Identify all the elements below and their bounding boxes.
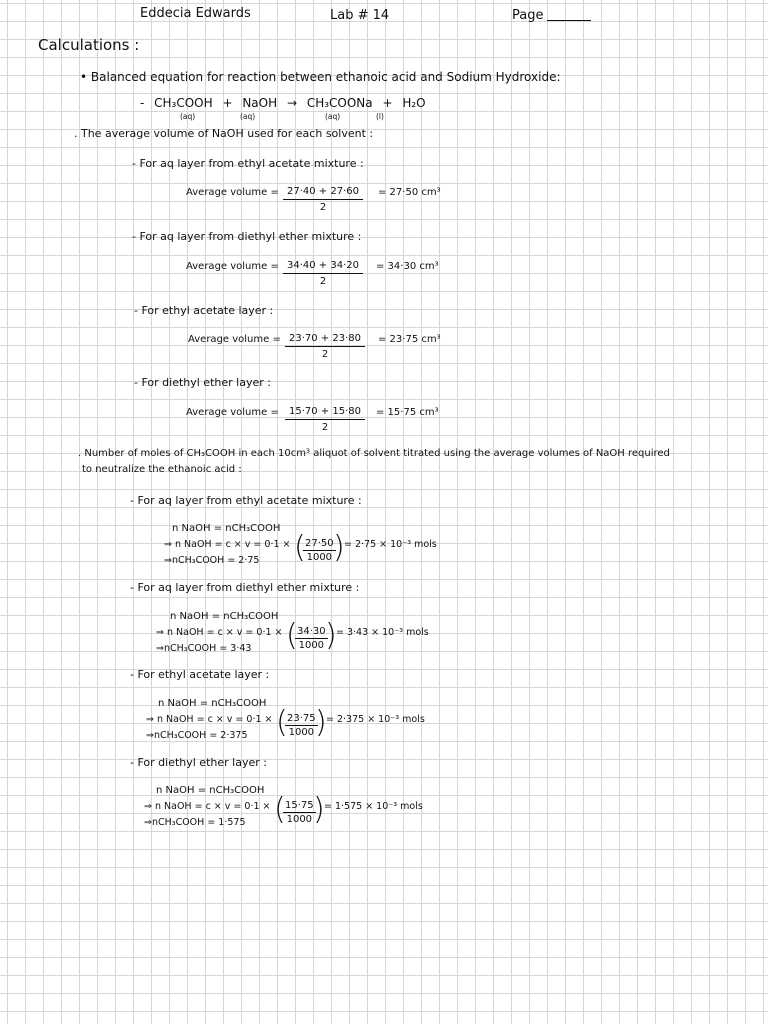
page-label-text: Page [512, 8, 544, 23]
moles-item-heading: - For aq layer from diethyl ether mixture : [130, 581, 360, 594]
moles-fraction [283, 800, 316, 825]
moles-result: = 2·75 × 10⁻³ mols [344, 539, 437, 550]
state-l: (l) [376, 112, 384, 121]
avg-item-heading: - For aq layer from ethyl acetate mixture : [132, 157, 364, 170]
paren-right: ) [313, 792, 325, 827]
moles-result: = 1·575 × 10⁻³ mols [324, 801, 423, 812]
moles-fraction [303, 538, 336, 563]
avg-numerator: 27·40 + 27·60 [283, 186, 363, 200]
moles-line1: n NaOH = nCH₃COOH [156, 785, 265, 796]
moles-line2: ⇒ n NaOH = c × v = 0·1 × [146, 714, 273, 725]
avg-fraction [285, 406, 365, 433]
moles-denominator: 1000 [288, 727, 315, 738]
moles-line3: ⇒nCH₃COOH = 2·75 [164, 555, 260, 566]
avg-label: Average volume = [186, 187, 279, 198]
paren-right: ) [333, 530, 345, 565]
moles-heading-line2: to neutralize the ethanoic acid : [82, 464, 242, 475]
avg-denominator: 2 [319, 202, 327, 213]
moles-denominator: 1000 [286, 814, 313, 825]
avg-result: = 15·75 cm³ [376, 407, 439, 418]
moles-fraction [295, 626, 328, 651]
avg-fraction [285, 333, 365, 360]
avg-numerator: 34·40 + 34·20 [283, 260, 363, 274]
moles-numerator: 15·75 [285, 800, 314, 811]
moles-line3: ⇒nCH₃COOH = 1·575 [144, 817, 246, 828]
paren-left: ( [274, 792, 286, 827]
avg-result: = 27·50 cm³ [378, 187, 441, 198]
moles-line1: n NaOH = nCH₃COOH [158, 698, 267, 709]
balanced-equation-heading: • Balanced equation for reaction between ethanoic acid and Sodium Hydroxide: [80, 70, 561, 84]
avg-label: Average volume = [186, 261, 279, 272]
avg-denominator: 2 [321, 422, 329, 433]
paren-left: ( [294, 530, 306, 565]
paren-right: ) [325, 618, 337, 653]
moles-line1: n NaOH = nCH₃COOH [170, 611, 279, 622]
avg-denominator: 2 [321, 349, 329, 360]
moles-denominator: 1000 [306, 552, 333, 563]
moles-line1: n NaOH = nCH₃COOH [172, 523, 281, 534]
state-aq-2: (aq) [240, 112, 256, 121]
moles-item-heading: - For ethyl acetate layer : [130, 668, 270, 681]
paren-right: ) [315, 705, 327, 740]
moles-fraction [285, 713, 318, 738]
state-aq-3: (aq) [325, 112, 341, 121]
moles-item-heading: - For aq layer from ethyl acetate mixture : [130, 494, 362, 507]
moles-result: = 3·43 × 10⁻³ mols [336, 627, 429, 638]
author-name: Eddecia Edwards [140, 6, 251, 21]
avg-denominator: 2 [319, 276, 327, 287]
state-aq-1: (aq) [180, 112, 196, 121]
avg-numerator: 23·70 + 23·80 [285, 333, 365, 347]
balanced-equation: - CH₃COOH + NaOH → CH₃COONa + H₂O [140, 96, 426, 110]
moles-numerator: 23·75 [287, 713, 316, 724]
moles-denominator: 1000 [298, 640, 325, 651]
avg-result: = 34·30 cm³ [376, 261, 439, 272]
avg-label: Average volume = [186, 407, 279, 418]
moles-numerator: 34·30 [297, 626, 326, 637]
moles-heading-line1: . Number of moles of CH₃COOH in each 10cm³ aliquot of solvent titrated using the average volumes of NaOH required [78, 448, 670, 459]
paren-left: ( [286, 618, 298, 653]
moles-item-heading: - For diethyl ether layer : [130, 756, 267, 769]
avg-item-heading: - For diethyl ether layer : [134, 376, 271, 389]
page-label [512, 8, 591, 23]
moles-line3: ⇒nCH₃COOH = 2·375 [146, 730, 248, 741]
moles-line2: ⇒ n NaOH = c × v = 0·1 × [164, 539, 291, 550]
avg-item-heading: - For aq layer from diethyl ether mixture : [132, 230, 362, 243]
moles-line3: ⇒nCH₃COOH = 3·43 [156, 643, 252, 654]
moles-result: = 2·375 × 10⁻³ mols [326, 714, 425, 725]
page-number-line [547, 20, 591, 21]
avg-label: Average volume = [188, 334, 281, 345]
moles-numerator: 27·50 [305, 538, 334, 549]
avg-fraction [283, 186, 363, 213]
section-title: Calculations : [38, 36, 140, 54]
avg-numerator: 15·70 + 15·80 [285, 406, 365, 420]
lab-number: Lab # 14 [330, 8, 390, 23]
moles-line2: ⇒ n NaOH = c × v = 0·1 × [144, 801, 271, 812]
avg-result: = 23·75 cm³ [378, 334, 441, 345]
avg-item-heading: - For ethyl acetate layer : [134, 304, 274, 317]
avg-fraction [283, 260, 363, 287]
moles-line2: ⇒ n NaOH = c × v = 0·1 × [156, 627, 283, 638]
paren-left: ( [276, 705, 288, 740]
average-volume-heading: . The average volume of NaOH used for each solvent : [74, 127, 374, 140]
